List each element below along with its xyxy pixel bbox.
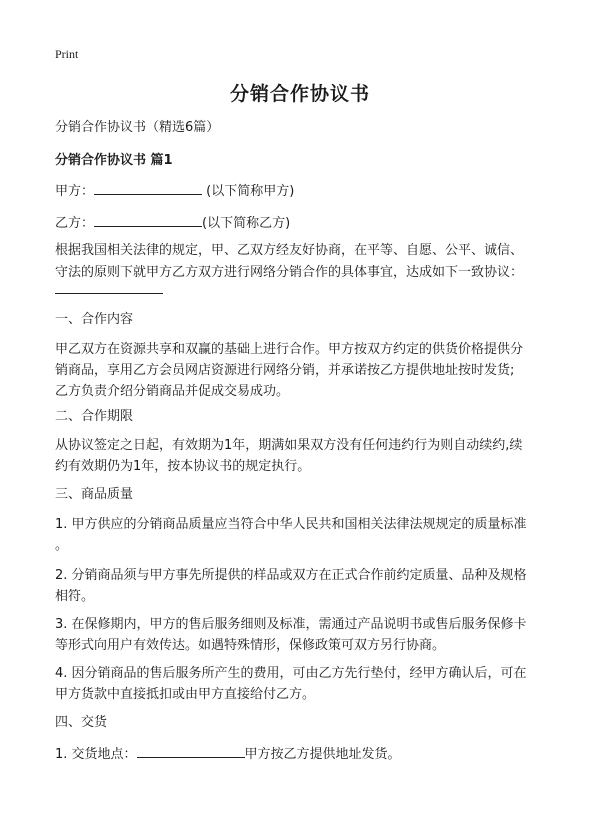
party-a-note: (以下简称甲方) — [206, 184, 295, 199]
sec3-item3-line-2: 等形式向用户有效传达。如遇特殊情形，保修政策可双方另行协商。 — [55, 638, 446, 653]
sec2-line-2: 约有效期仍为1年，按本协议书的规定执行。 — [55, 459, 311, 474]
signature-rule — [55, 293, 163, 294]
sec3-heading: 三、商品质量 — [55, 487, 134, 502]
party-a-blank — [94, 180, 202, 195]
party-b-blank — [94, 212, 202, 227]
party-b-line — [55, 212, 560, 234]
party-b-note: (以下简称乙方) — [202, 216, 291, 231]
sec3-item1-line-1: 1. 甲方供应的分销商品质量应当符合中华人民共和国相关法律法规规定的质量标准 — [55, 517, 527, 532]
sec3-item2-line-1: 2. 分销商品须与甲方事先所提供的样品或双方在正式合作前约定质量、品种及规格 — [55, 568, 527, 583]
sec4-item1-suffix: 甲方按乙方提供地址发货。 — [244, 747, 401, 762]
document-subtitle: 分销合作协议书（精选6篇） — [55, 120, 220, 135]
sec3-item4-line-1: 4. 因分销商品的售后服务所产生的费用，可由乙方先行垫付，经甲方确认后，可在 — [55, 666, 527, 681]
delivery-address-blank — [137, 743, 245, 758]
sec4-heading: 四、交货 — [55, 715, 108, 730]
sec4-item1-prefix: 1. 交货地点： — [55, 747, 137, 762]
sec4-item1-line — [55, 743, 560, 765]
sec1-line-2: 销商品，享用乙方会员网店资源进行网络分销，并承诺按乙方提供地址按时发货; — [55, 363, 515, 378]
intro-line-1: 根据我国相关法律的规定，甲、乙双方经友好协商，在平等、自愿、公平、诚信、 — [55, 243, 524, 258]
sec3-item2-line-2: 相符。 — [55, 589, 95, 604]
sec3-item4-line-2: 甲方货款中直接抵扣或由甲方直接给付乙方。 — [55, 687, 316, 702]
sec3-item3-line-1: 3. 在保修期内，甲方的售后服务细则及标准，需通过产品说明书或售后服务保修卡 — [55, 617, 527, 632]
party-b-label: 乙方： — [55, 216, 95, 231]
sec1-line-1: 甲乙双方在资源共享和双赢的基础上进行合作。甲方按双方约定的供货价格提供分 — [55, 342, 524, 357]
sec1-heading: 一、合作内容 — [55, 312, 134, 327]
sec1-line-3: 乙方负责介绍分销商品并促成交易成功。 — [55, 384, 290, 399]
party-a-line — [55, 180, 560, 202]
sec3-item1-line-2: 。 — [55, 538, 69, 553]
document-title: 分销合作协议书 — [229, 83, 370, 105]
sec2-line-1: 从协议签定之日起，有效期为1年，期满如果双方没有任何违约行为则自动续约,续 — [55, 438, 523, 453]
sec2-heading: 二、合作期限 — [55, 409, 134, 424]
party-a-label: 甲方： — [55, 184, 95, 199]
print-link[interactable]: Print — [55, 47, 79, 61]
section-heading: 分销合作协议书 篇1 — [55, 153, 173, 168]
intro-line-2: 守法的原则下就甲方乙方双方进行网络分销合作的具体事宜，达成如下一致协议： — [55, 265, 524, 280]
